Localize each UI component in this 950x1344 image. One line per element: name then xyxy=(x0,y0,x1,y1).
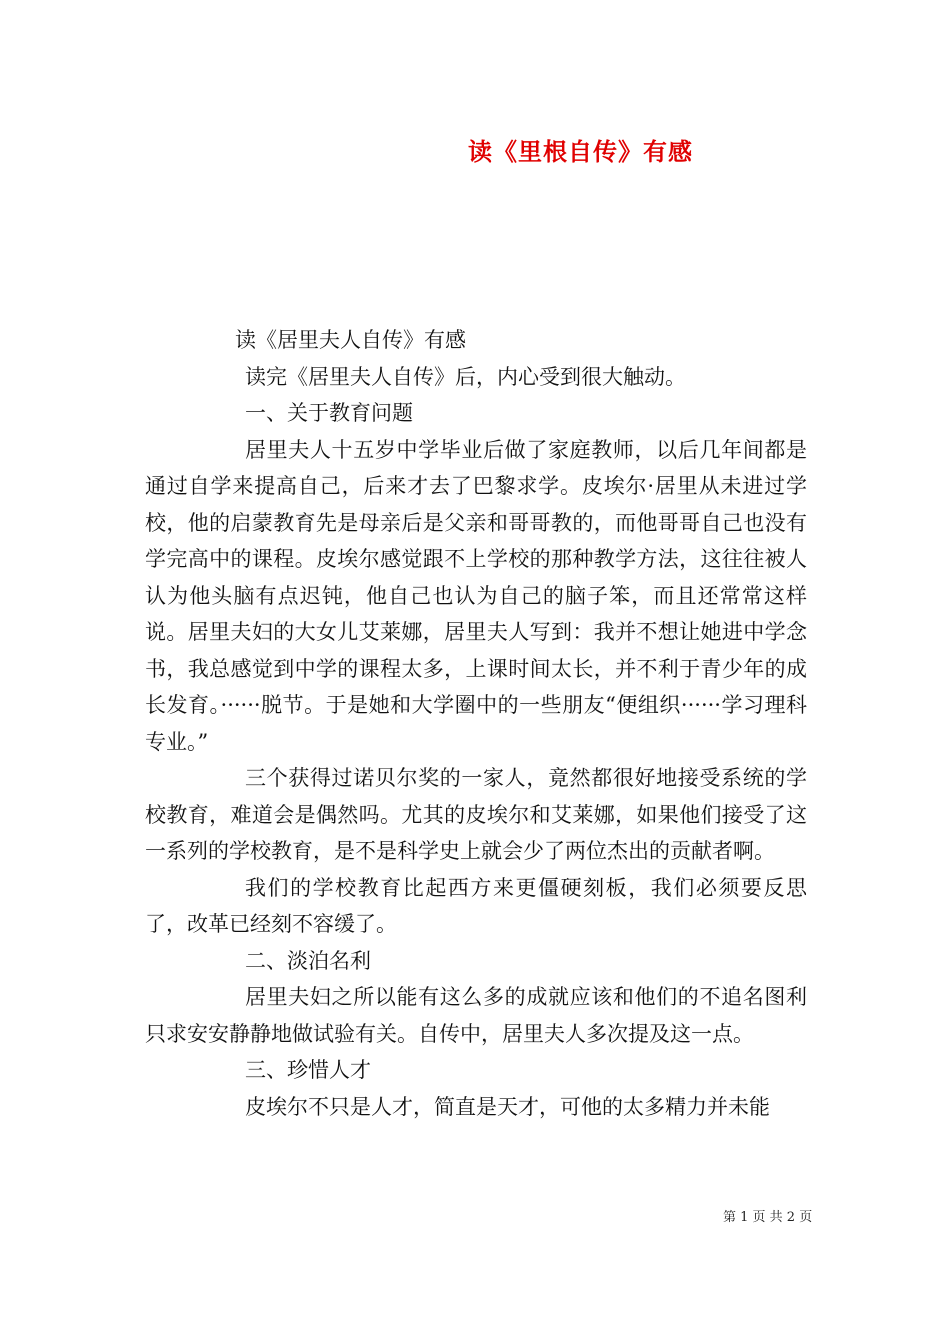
article-subtitle: 读《居里夫人自传》有感 xyxy=(235,328,466,352)
paragraph-education: 居里夫人十五岁中学毕业后做了家庭教师，以后几年间都是通过自学来提高自己，后来才去了巴黎求学。皮埃尔·居里从未进过学校，他的启蒙教育先是母亲后是父亲和哥哥教的，而他哥哥自己也没有学完高中的课程。皮埃尔感觉跟不上学校的那种教学方法，这往往被人认为他头脑有点迟钝，他自己也认为自己的脑子笨，而且还常常这样说。居里夫妇的大女儿艾莱娜，居里夫人写到：我并不想让她进中学念书，我总感觉到中学的课程太多，上课时间太长，并不利于青少年的成长发育。······脱节。于是她和大学圈中的一些朋友“便组织······学习理科专业。” xyxy=(145,437,807,754)
section-heading-talent: 三、珍惜人才 xyxy=(245,1058,371,1082)
document-title: 读《里根自传》有感 xyxy=(468,137,693,166)
document-body xyxy=(145,322,807,1125)
page-number-footer: 第 1 页 共 2 页 xyxy=(723,1210,813,1225)
paragraph-reform: 我们的学校教育比起西方来更僵硬刻板，我们必须要反思了，改革已经刻不容缓了。 xyxy=(145,875,807,936)
paragraph-fame: 居里夫妇之所以能有这么多的成就应该和他们的不追名图利只求安安静静地做试验有关。自传中，居里夫人多次提及这一点。 xyxy=(145,985,807,1046)
paragraph-opening: 读完《居里夫人自传》后，内心受到很大触动。 xyxy=(245,364,686,389)
paragraph-nobel-family: 三个获得过诺贝尔奖的一家人，竟然都很好地接受系统的学校教育，难道会是偶然吗。尤其的皮埃尔和艾莱娜，如果他们接受了这一系列的学校教育，是不是科学史上就会少了两位杰出的贡献者啊。 xyxy=(145,766,807,863)
section-heading-fame: 二、淡泊名利 xyxy=(245,948,371,973)
section-heading-education: 一、关于教育问题 xyxy=(245,401,413,425)
paragraph-talent: 皮埃尔不只是人才，简直是天才，可他的太多精力并未能 xyxy=(245,1094,770,1119)
